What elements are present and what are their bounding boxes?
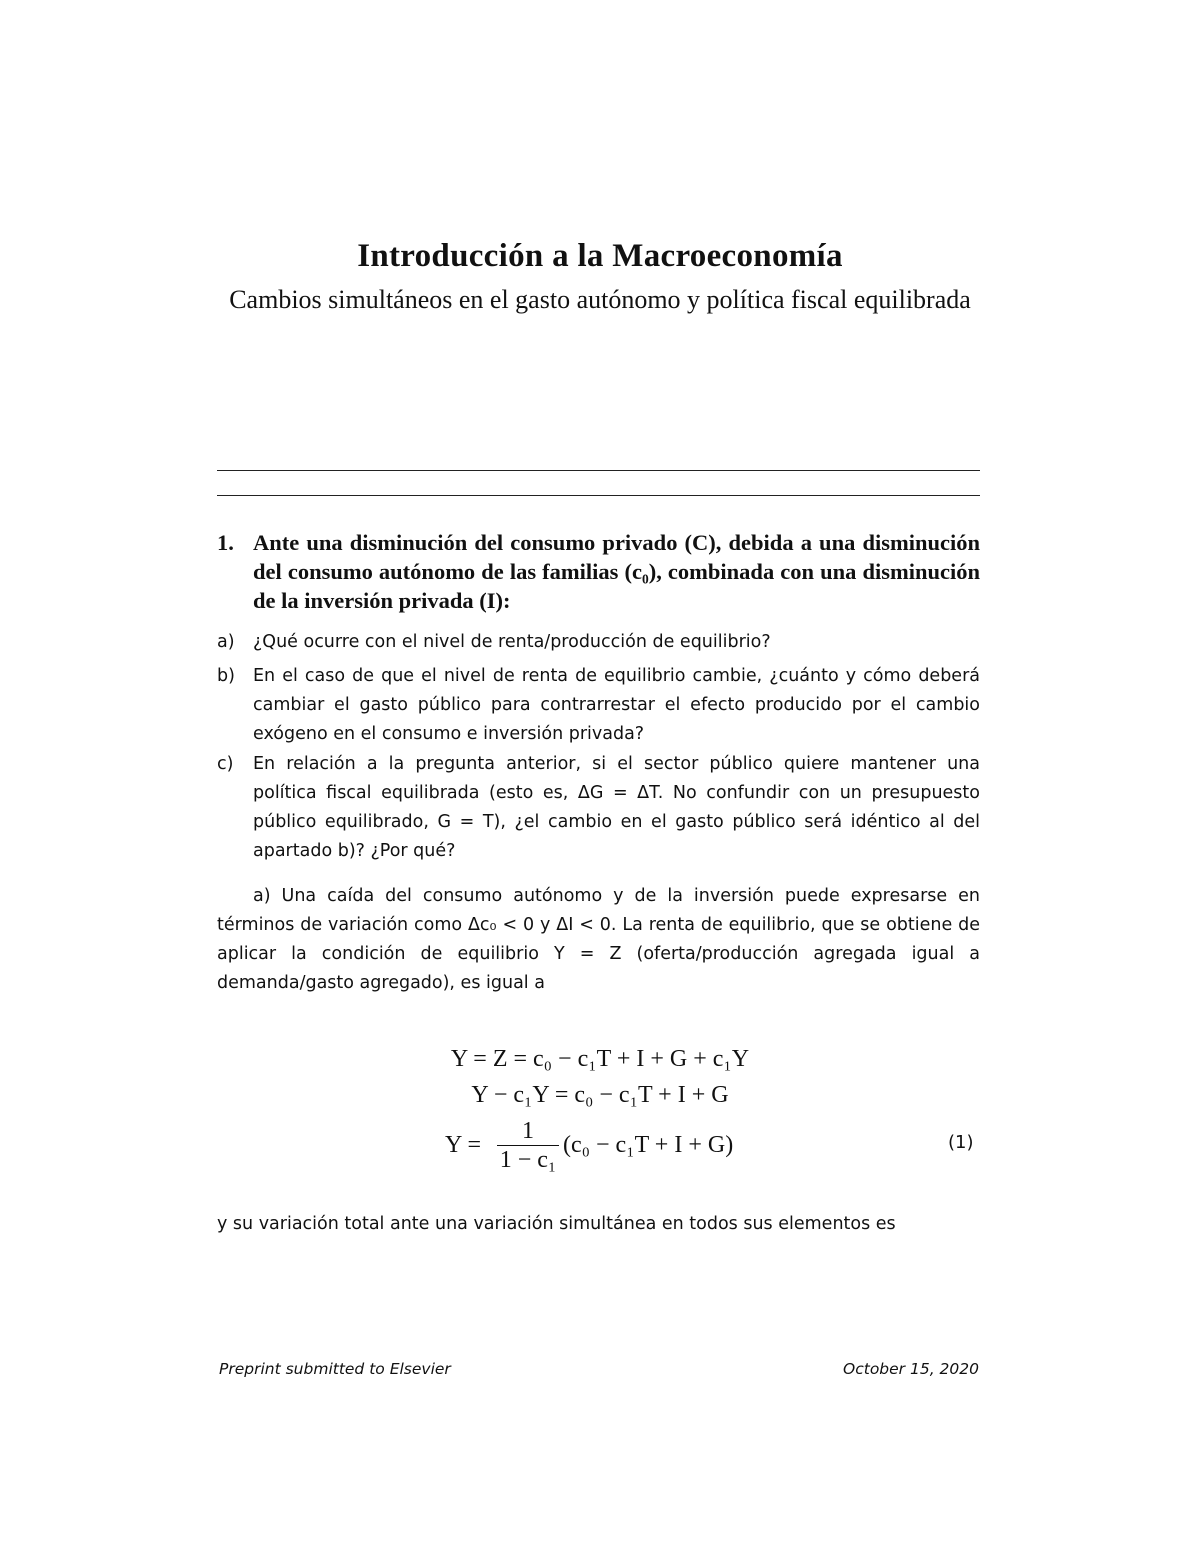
equation-rhs: (c₀ − c₁T + I + G): [563, 1132, 734, 1158]
subquestion-b: [217, 662, 980, 749]
equation-fraction: [497, 1118, 559, 1173]
question-number: 1.: [217, 530, 234, 555]
equation-number: (1): [948, 1132, 974, 1153]
fraction-denominator: 1 − c₁: [499, 1147, 557, 1173]
fraction-numerator: 1: [522, 1118, 534, 1144]
question-1: [217, 528, 980, 615]
horizontal-rule-bottom: [217, 495, 980, 496]
answer-paragraph: a) Una caída del consumo autónomo y de la inversión puede expresarse en términos de variación como Δc₀ < 0 y ΔI < 0. La renta de equilibrio, que se obtiene de aplicar la condición de equilibrio Y = Z (oferta/producción agregada igual a demanda/gasto agregado), es igual a: [217, 886, 980, 993]
subquestion-c: [217, 750, 980, 866]
equation-line-1: Y = Z = c₀ − c₁T + I + G + c₁Y: [450, 1046, 750, 1072]
subquestion-text: ¿Qué ocurre con el nivel de renta/producción de equilibrio?: [253, 632, 771, 652]
footer-preprint: Preprint submitted to Elsevier: [219, 1360, 451, 1378]
fraction-bar: [497, 1145, 559, 1146]
subquestion-letter: b): [217, 666, 235, 686]
page-title: Introducción a la Macroeconomía: [357, 238, 843, 274]
question-text: Ante una disminución del consumo privado (C), debida a una disminución del consumo autónomo de las familias (c₀), combinada con una disminución de la inversión privada (I):: [253, 530, 980, 613]
subquestion-letter: a): [217, 632, 235, 652]
equation-lhs: Y =: [445, 1132, 481, 1158]
footer-date: October 15, 2020: [843, 1360, 979, 1378]
horizontal-rule-top: [217, 470, 980, 471]
subquestion-letter: c): [217, 754, 234, 774]
subquestion-a: [217, 628, 980, 657]
subquestion-text: En el caso de que el nivel de renta de equilibrio cambie, ¿cuánto y cómo deberá cambiar el gasto público para contrarrestar el efecto producido por el cambio exógeno en el consumo e inversión privada?: [253, 666, 980, 744]
equation-line-2: Y − c₁Y = c₀ − c₁T + I + G: [471, 1082, 729, 1108]
subquestion-text: En relación a la pregunta anterior, si el sector público quiere mantener una política fiscal equilibrada (esto es, ΔG = ΔT. No confundir con un presupuesto público equilibrado, G = T), ¿el cambio en el gasto público será idéntico al del apartado b)? ¿Por qué?: [253, 754, 980, 861]
continuation-text: y su variación total ante una variación simultánea en todos sus elementos es: [217, 1214, 896, 1234]
page-subtitle: Cambios simultáneos en el gasto autónomo y política fiscal equilibrada: [229, 285, 971, 314]
